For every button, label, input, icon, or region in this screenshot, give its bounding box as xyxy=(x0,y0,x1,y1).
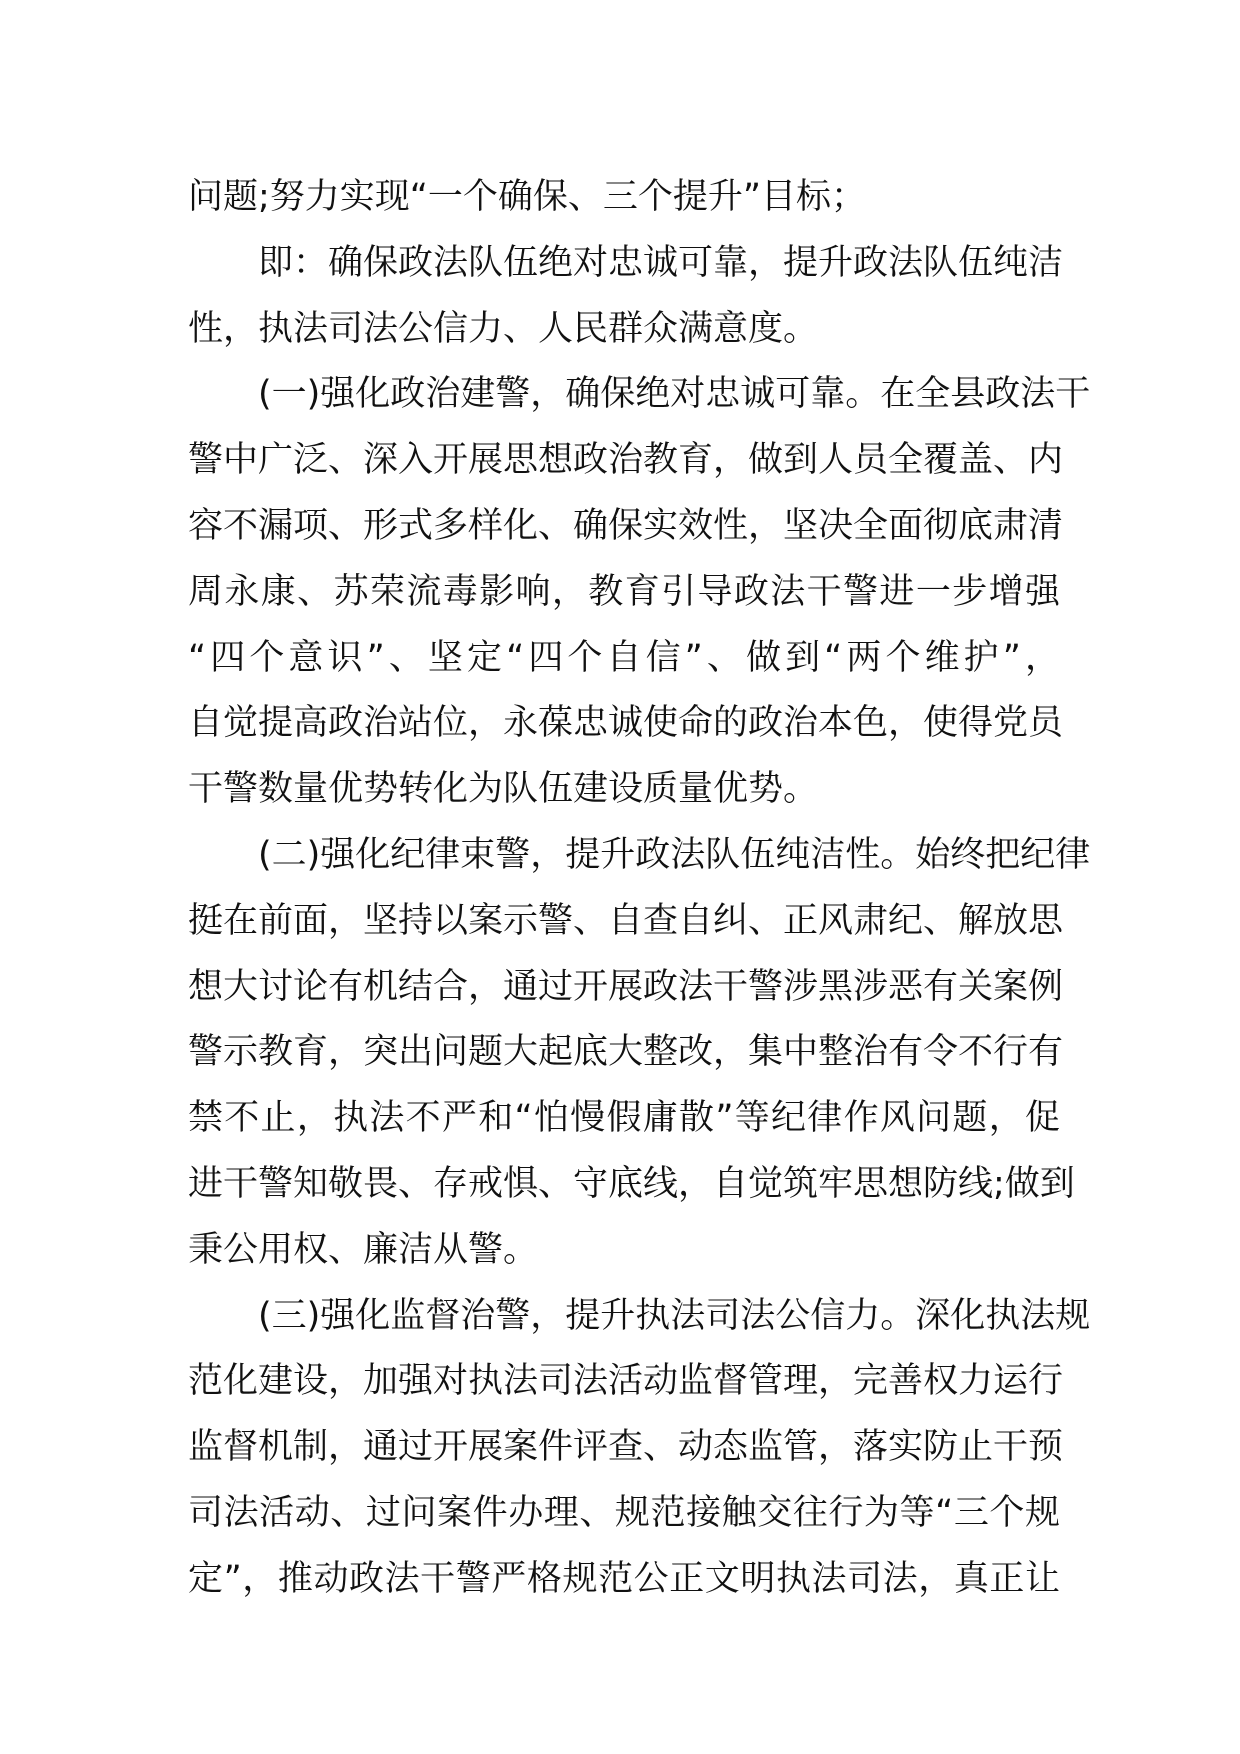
text-line: 问题;努力实现“一个确保、三个提升”目标； xyxy=(188,177,867,217)
text-line: 秉公用权、廉洁从警。 xyxy=(188,1229,539,1270)
text-line: (三)强化监督治警，提升执法司法公信力。深化执法规 xyxy=(258,1295,1091,1336)
text-line: 自觉提高政治站位，永葆忠诚使命的政治本色，使得党员 xyxy=(188,703,1064,744)
text-line: 司法活动、过问案件办理、规范接触交往行为等“三个规 xyxy=(188,1492,1060,1533)
text-line: 禁不止，执法不严和“怕慢假庸散”等纪律作风问题，促 xyxy=(188,1098,1060,1139)
text-line: 想大讨论有机结合，通过开展政法干警涉黑涉恶有关案例 xyxy=(188,966,1064,1007)
text-line: 性，执法司法公信力、人民群众满意度。 xyxy=(188,308,819,349)
text-line: 警中广泛、深入开展思想政治教育，做到人员全覆盖、内 xyxy=(188,440,1064,481)
body-text xyxy=(188,165,1091,1613)
text-line: 干警数量优势转化为队伍建设质量优势。 xyxy=(188,769,819,810)
text-line: 挺在前面，坚持以案示警、自查自纠、正风肃纪、解放思 xyxy=(188,900,1064,941)
text-line: “四个意识”、坚定“四个自信”、做到“两个维护”， xyxy=(188,637,1060,678)
text-line: 定”，推动政法干警严格规范公正文明执法司法，真正让 xyxy=(188,1558,1060,1599)
text-line: 监督机制，通过开展案件评查、动态监管，落实防止干预 xyxy=(188,1427,1064,1468)
text-line: (二)强化纪律束警，提升政法队伍纯洁性。始终把纪律 xyxy=(258,834,1091,875)
text-line: 即：确保政法队伍绝对忠诚可靠，提升政法队伍纯洁 xyxy=(258,242,1064,283)
text-line: 警示教育，突出问题大起底大整改，集中整治有令不行有 xyxy=(188,1032,1064,1073)
text-line: 范化建设，加强对执法司法活动监督管理，完善权力运行 xyxy=(188,1361,1064,1402)
text-line: (一)强化政治建警，确保绝对忠诚可靠。在全县政法干 xyxy=(258,374,1091,415)
text-line: 周永康、苏荣流毒影响，教育引导政法干警进一步增强 xyxy=(188,571,1060,612)
text-line: 容不漏项、形式多样化、确保实效性，坚决全面彻底肃清 xyxy=(188,505,1064,546)
text-line: 进干警知敬畏、存戒惧、守底线，自觉筑牢思想防线;做到 xyxy=(188,1163,1075,1204)
